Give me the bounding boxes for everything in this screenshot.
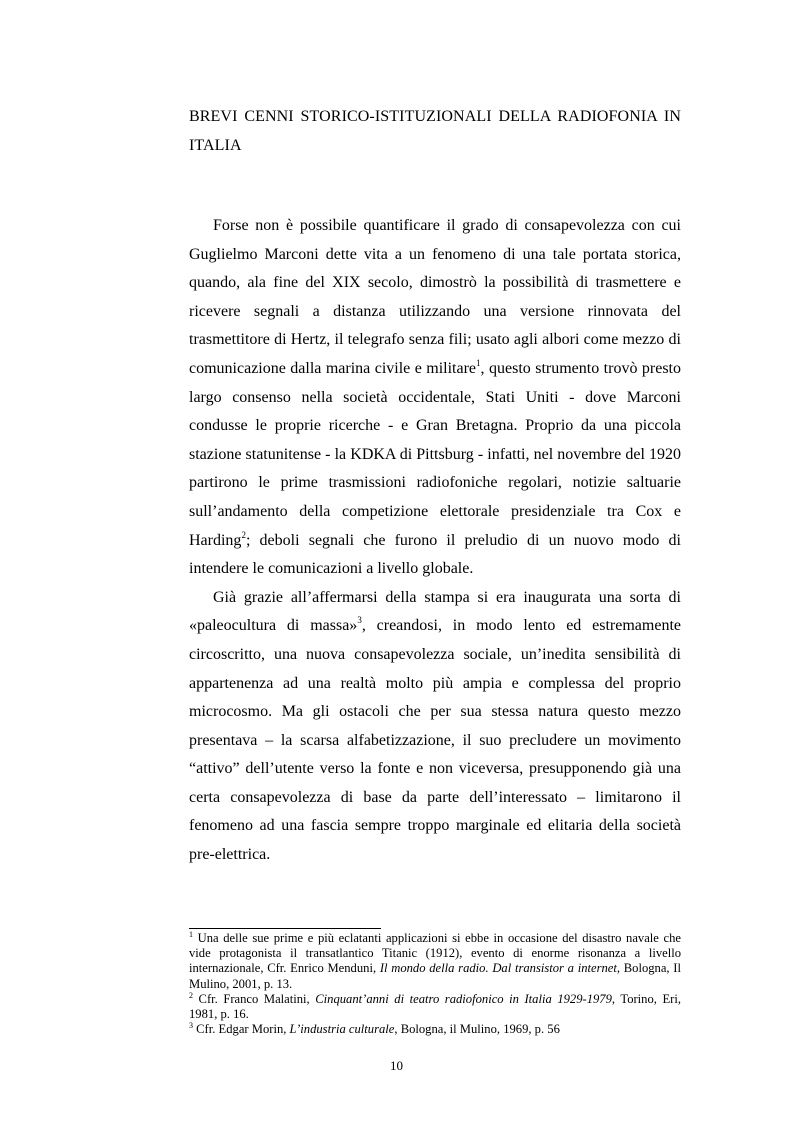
footnote-1: [189, 931, 681, 992]
paragraph-1-part-b: , questo strumento trovò presto largo consenso nella società occidentale, Stati Uniti - dove Marconi condusse le proprie ricerche - e Gran Bretagna. Proprio da una piccola stazione statunitense - la KDKA di Pittsburg - infatti, nel novembre del 1920 partirono le prime trasmissioni radiofoniche regolari, notizie saltuarie sull’andamento della competizione elettorale presidenziale tra Cox e Harding: [189, 359, 682, 549]
paragraph-2: [189, 584, 681, 870]
footnote-ref-3: 3: [357, 615, 362, 626]
footnote-text: , Bologna, Il Mulino, 2001, p. 13.: [189, 961, 681, 991]
footnote-book-title: Cinquant’anni di teatro radiofonico in Italia 1929-1979: [315, 991, 612, 1006]
footnote-separator: [189, 928, 381, 929]
body-text: [189, 212, 681, 870]
footnote-text: Cfr. Edgar Morin,: [193, 1022, 290, 1037]
footnote-ref-2: 2: [241, 529, 246, 540]
chapter-heading: BREVI CENNI STORICO-ISTITUZIONALI DELLA RADIOFONIA IN ITALIA: [189, 108, 681, 154]
footnote-number: 3: [189, 1021, 193, 1031]
paragraph-1-part-c: ; deboli segnali che furono il preludio di un nuovo modo di intendere le comunicazioni a livello globale.: [189, 531, 681, 578]
footnote-text: , Bologna, il Mulino, 1969, p. 56: [394, 1022, 560, 1037]
footnote-text: , Torino, Eri, 1981, p. 16.: [189, 991, 682, 1022]
page-number: 10: [390, 1058, 403, 1073]
paragraph-1: [189, 212, 681, 584]
footnote-number: 2: [189, 990, 193, 1000]
footnote-3: [189, 1022, 681, 1037]
footnote-number: 1: [189, 930, 193, 939]
footnote-book-title: Il mondo della radio. Dal transistor a internet: [379, 961, 617, 976]
paragraph-2-part-b: , creandosi, in modo lento ed estremamente circoscritto, una nuova consapevolezza sociale, un’inedita sensibilità di appartenenza ad una realtà molto più ampia e complessa del proprio microcosmo. Ma gli ostacoli che per sua stessa natura questo mezzo presentava – la scarsa alfabetizzazione, il suo precludere un movimento “attivo” dell’utente verso la fonte e non viceversa, presupponendo già una certa consapevolezza di base da parte dell’interessato – limitarono il fenomeno ad una fascia sempre troppo marginale ed elitaria della società pre-elettrica.: [189, 617, 681, 864]
paragraph-1-part-a: Forse non è possibile quantificare il grado di consapevolezza con cui Guglielmo Marconi dette vita a un fenomeno di una tale portata storica, quando, ala fine del XIX secolo, dimostrò la possibilità di trasmettere e ricevere segnali a distanza utilizzando una versione rinnovata del trasmettitore di Hertz, il telegrafo senza fili; usato agli albori come mezzo di comunicazione dalla marina civile e militare: [189, 217, 681, 377]
footnote-text: Una delle sue prime e più eclatanti applicazioni si ebbe in occasione del disastro navale che vide protagonista il transatlantico Titanic (1912), evento di enorme risonanza a livello internazionale, Cfr. Enrico Menduni,: [189, 931, 681, 976]
footnote-book-title: L’industria culturale: [289, 1022, 395, 1037]
footnote-2: [189, 992, 681, 1022]
footnote-ref-1: 1: [476, 357, 481, 368]
footnotes: [189, 931, 681, 1037]
footnote-text: Cfr. Franco Malatini,: [193, 991, 316, 1006]
paragraph-2-part-a: Già grazie all’affermarsi della stampa si era inaugurata una sorta di «paleocultura di massa»: [189, 588, 681, 635]
